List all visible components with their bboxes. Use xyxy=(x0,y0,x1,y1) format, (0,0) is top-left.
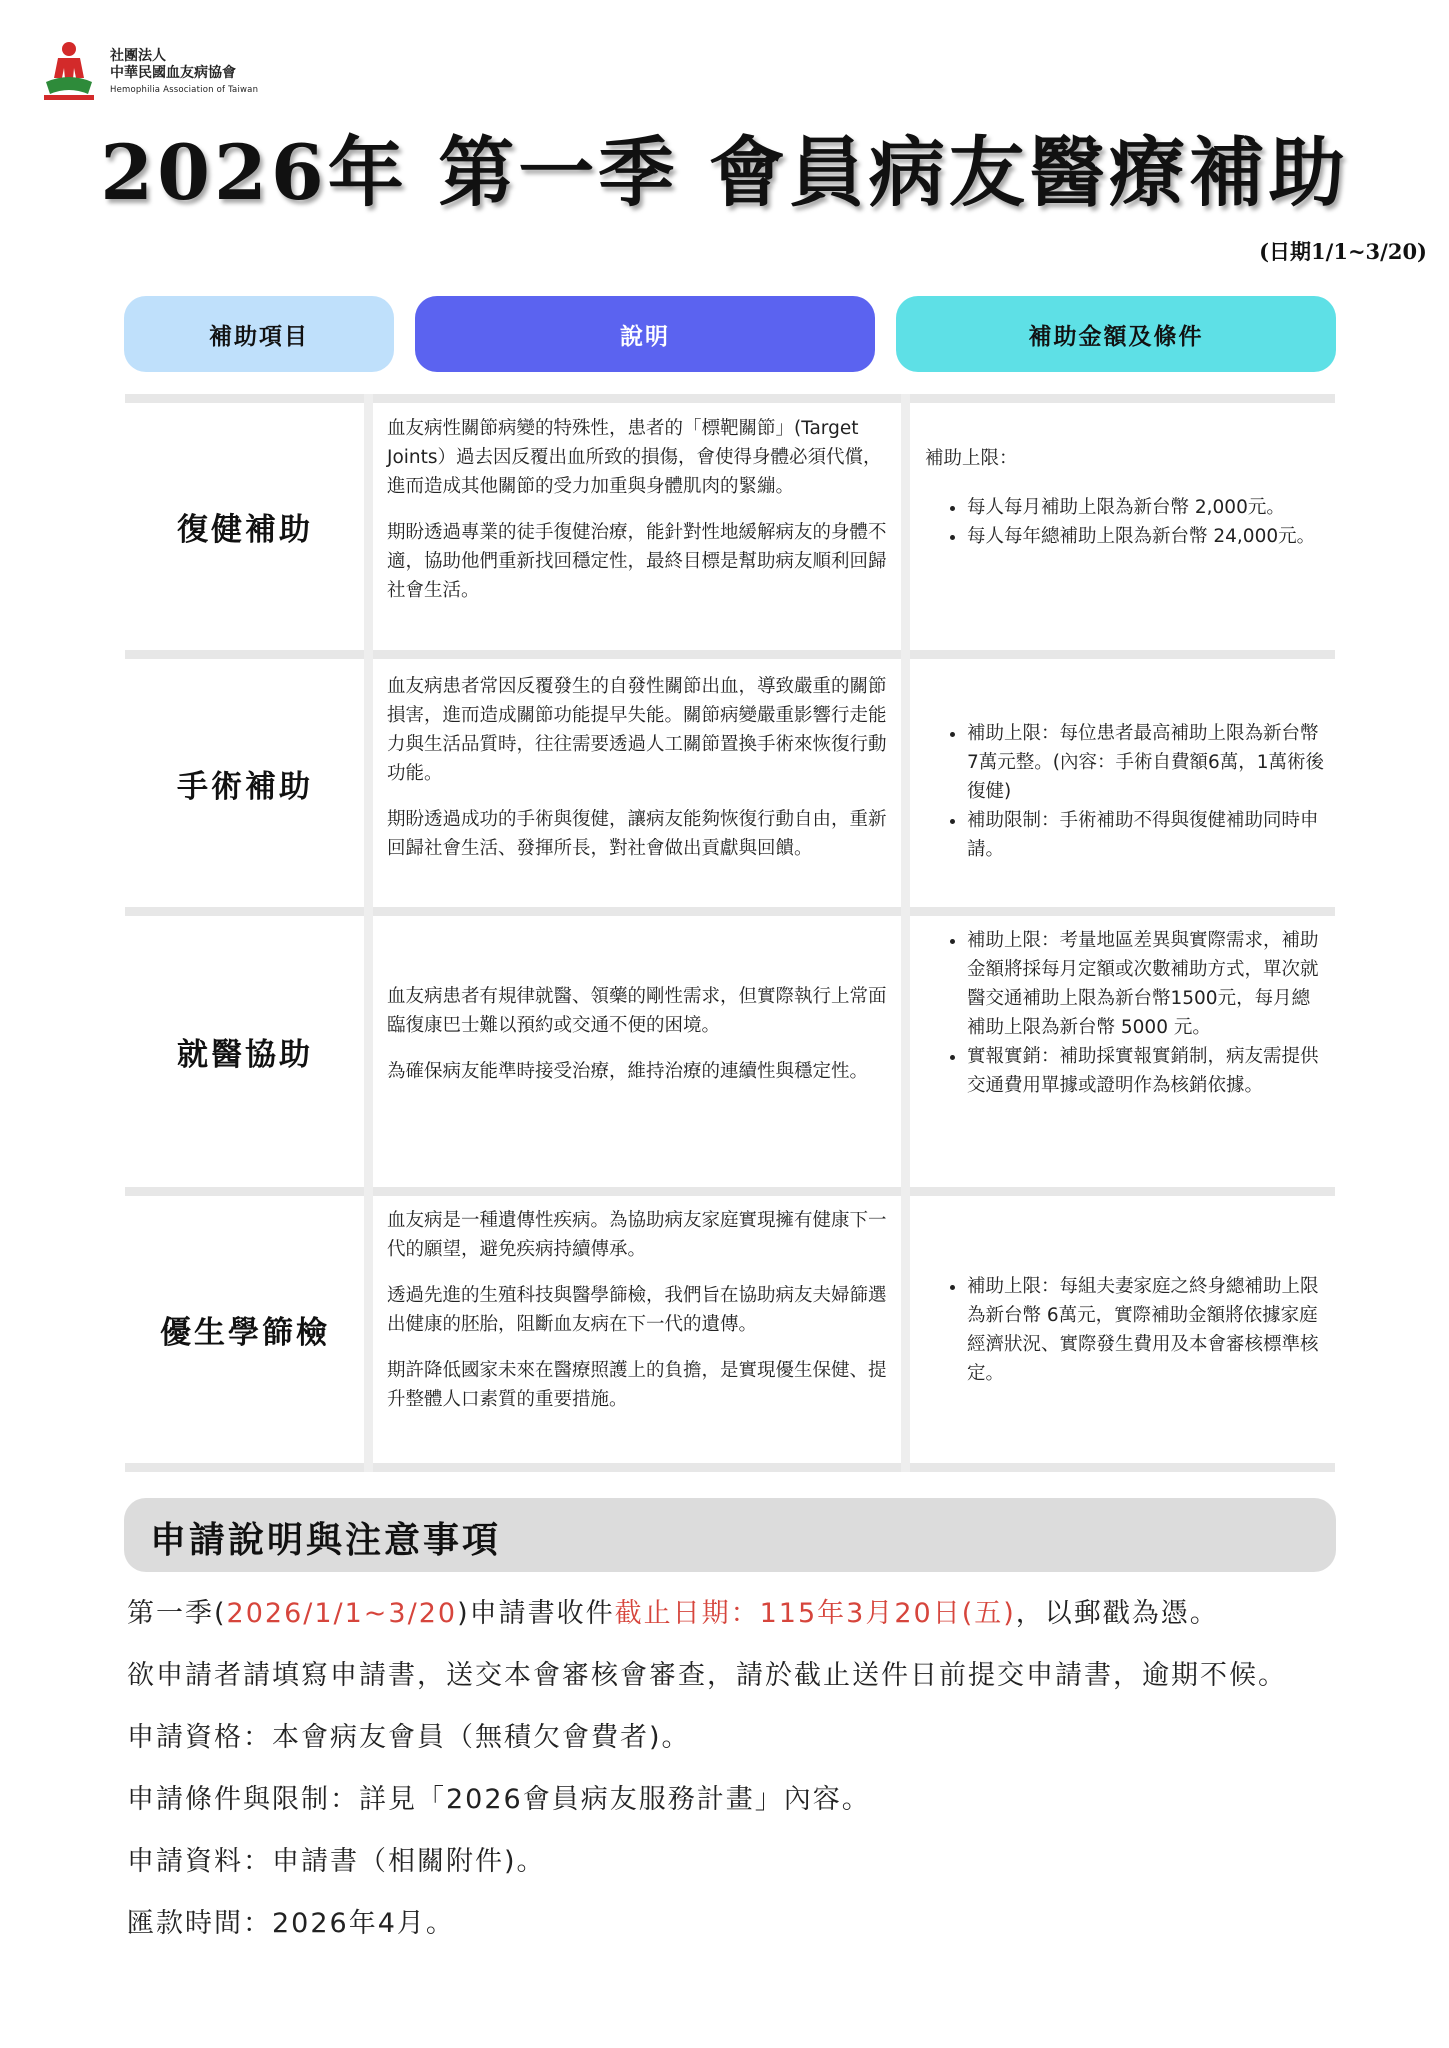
notes-line1-text: ，以郵戳為憑。 xyxy=(1015,1598,1219,1629)
notes-line-documents: 申請資料：申請書（相關附件)。 xyxy=(127,1846,546,1877)
amount-item: • 補助上限：考量地區差異與實際需求，補助金額將採每月定額或次數補助方式，單次就醫交通補助上限為新台幣1500元，每月總補助上限為新台幣 5000 元。 xyxy=(967,926,1325,1042)
org-logo xyxy=(38,38,298,104)
notes-line-payment-time: 匯款時間：2026年4月。 xyxy=(127,1908,455,1939)
org-name xyxy=(110,48,258,99)
notes-line1-deadline: 截止日期：115年3月20日(五) xyxy=(614,1598,1016,1629)
notes-line1-text: )申請書收件 xyxy=(457,1598,615,1629)
subsidy-table xyxy=(125,394,1335,1472)
amount-item: • 每人每月補助上限為新台幣 2,000元。 xyxy=(967,493,1325,522)
org-name-en: Hemophilia Association of Taiwan xyxy=(110,85,259,95)
row-description-surgery xyxy=(387,672,887,880)
amount-item: • 補助上限：每位患者最高補助上限為新台幣7萬元整。(內容：手術自費額6萬，1萬術後復健) xyxy=(967,719,1325,806)
row-name-rehab: 復健補助 xyxy=(177,512,313,548)
amount-item: • 補助上限：每組夫妻家庭之終身總補助上限為新台幣 6萬元，實際補助金額將依據家庭經濟狀況、實際發生費用及本會審核標準核定。 xyxy=(967,1272,1325,1388)
notes-line-eligibility: 申請資格：本會病友會員（無積欠會費者)。 xyxy=(127,1722,691,1753)
amount-item: • 補助限制：手術補助不得與復健補助同時申請。 xyxy=(967,806,1325,864)
row-amount-medical-transport xyxy=(925,926,1325,1100)
description-paragraph: 期許降低國家未來在醫療照護上的負擔，是實現優生保健、提升整體人口素質的重要措施。 xyxy=(387,1360,887,1410)
description-paragraph: 為確保病友能準時接受治療，維持治療的連續性與穩定性。 xyxy=(387,1061,869,1082)
date-range: (日期1/1~3/20) xyxy=(1259,239,1427,264)
header-item: 補助項目 xyxy=(124,296,394,372)
table-divider xyxy=(125,394,1335,403)
notes-line1-text: 第一季( xyxy=(127,1598,227,1629)
amount-list xyxy=(925,719,1325,864)
row-amount-rehab xyxy=(925,444,1325,551)
table-divider xyxy=(125,1187,1335,1196)
amount-item: • 實報實銷：補助採實報實銷制，病友需提供交通費用單據或證明作為核銷依據。 xyxy=(967,1042,1325,1100)
description-paragraph: 期盼透過成功的手術與復健，讓病友能夠恢復行動自由，重新回歸社會生活、發揮所長，對社會做出貢獻與回饋。 xyxy=(387,809,887,859)
notes-line-conditions: 申請條件與限制：詳見「2026會員病友服務計畫」內容。 xyxy=(127,1784,871,1815)
row-description-medical-transport xyxy=(387,982,887,1103)
row-description-eugenic-screening xyxy=(387,1206,887,1431)
org-name-line2: 中華民國血友病協會 xyxy=(110,65,236,81)
header-description: 說明 xyxy=(415,296,875,372)
org-name-line1: 社團法人 xyxy=(110,48,166,64)
description-paragraph: 期盼透過專業的徒手復健治療，能針對性地緩解病友的身體不適，協助他們重新找回穩定性，最終目標是幫助病友順利回歸社會生活。 xyxy=(387,522,887,601)
row-name-medical-transport: 就醫協助 xyxy=(177,1037,313,1073)
amount-lead: 補助上限： xyxy=(925,448,1018,469)
amount-list xyxy=(925,926,1325,1100)
row-amount-eugenic-screening xyxy=(925,1272,1325,1388)
table-divider xyxy=(125,907,1335,916)
description-paragraph: 血友病是一種遺傳性疾病。為協助病友家庭實現擁有健康下一代的願望，避免疾病持續傳承。 xyxy=(387,1210,887,1260)
notes-line-deadline xyxy=(127,1592,1337,1654)
row-name-eugenic-screening: 優生學篩檢 xyxy=(160,1315,330,1351)
row-name-surgery: 手術補助 xyxy=(177,768,313,805)
notes-line1-period: 2026/1/1~3/20 xyxy=(226,1598,458,1629)
table-column-divider xyxy=(364,394,373,1472)
association-logo-icon xyxy=(38,38,100,102)
notes-line-submission: 欲申請者請填寫申請書，送交本會審核會審查，請於截止送件日前提交申請書，逾期不候。 xyxy=(127,1660,1287,1691)
amount-list xyxy=(925,493,1325,551)
description-paragraph: 血友病患者常因反覆發生的自發性關節出血，導致嚴重的關節損害，進而造成關節功能提早失能。關節病變嚴重影響行走能力與生活品質時，往往需要透過人工關節置換手術來恢復行動功能。 xyxy=(387,676,887,784)
notes-header-bar xyxy=(124,1498,1336,1572)
description-paragraph: 血友病性關節病變的特殊性，患者的「標靶關節」(Target Joints）過去因反覆出血所致的損傷，會使得身體必須代償，進而造成其他關節的受力加重與身體肌肉的緊繃。 xyxy=(387,418,882,497)
notes-title: 申請說明與注意事項 xyxy=(150,1520,502,1561)
notes-list xyxy=(127,1592,1337,1964)
row-amount-surgery xyxy=(925,719,1325,864)
table-column-divider xyxy=(901,394,910,1472)
table-divider xyxy=(125,1463,1335,1472)
header-amount: 補助金額及條件 xyxy=(896,296,1336,372)
description-paragraph: 血友病患者有規律就醫、領藥的剛性需求，但實際執行上常面臨復康巴士難以預約或交通不便的困境。 xyxy=(387,986,887,1036)
page-title: 2026年 第一季 會員病友醫療補助 xyxy=(100,128,1349,217)
amount-list xyxy=(925,1272,1325,1388)
row-description-rehab xyxy=(387,414,887,622)
description-paragraph: 透過先進的生殖科技與醫學篩檢，我們旨在協助病友夫婦篩選出健康的胚胎，阻斷血友病在下一代的遺傳。 xyxy=(387,1285,887,1335)
table-divider xyxy=(125,650,1335,659)
amount-item: • 每人每年總補助上限為新台幣 24,000元。 xyxy=(967,522,1325,551)
